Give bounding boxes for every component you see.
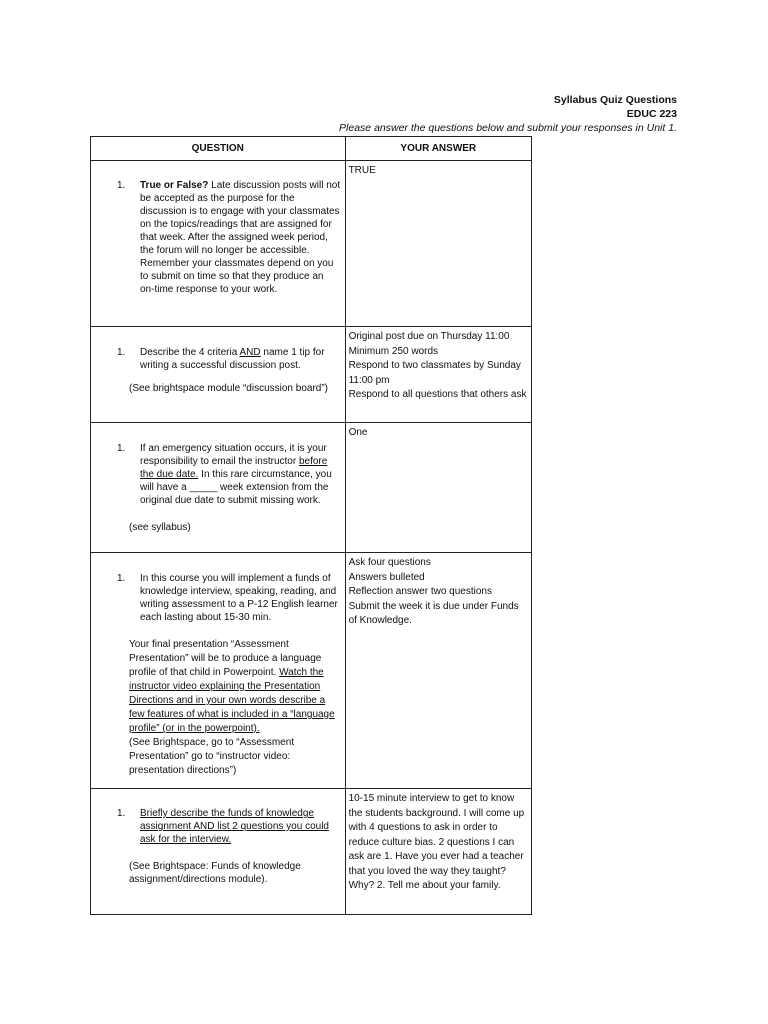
question-note: (see syllabus)	[129, 522, 191, 533]
question-body: In this rare circumstance, you will have a _____ week extension from the original due date to submit missing work.	[140, 469, 332, 506]
question-number: 1.	[117, 347, 126, 358]
question-underlined: Briefly describe the funds of knowledge assignment AND list 2 questions you could ask for the interview.	[140, 808, 329, 845]
table-row	[91, 553, 532, 789]
question-note	[129, 638, 337, 778]
question-text: In this course you will implement a funds of knowledge interview, speaking, reading, and writing assessment to a P-12 English learner each lasting about 15-30 min.	[140, 573, 338, 623]
question-note-underlined: Watch the instructor video explaining the Presentation Directions and in your own words describe a few features of what is included in a “language profile” (or in the powerpoint).	[129, 667, 335, 734]
question-cell	[91, 423, 346, 553]
table-header-row	[91, 137, 532, 161]
table-row	[91, 327, 532, 423]
question-text	[140, 807, 341, 846]
question-body: name 1 tip for writing a successful discussion post.	[140, 347, 325, 371]
answer-cell[interactable]	[345, 423, 531, 553]
quiz-table	[90, 136, 532, 915]
question-body: Late discussion posts will not be accepted as the purpose for the discussion is to engage with your classmates on the topics/readings that are assigned for that week. After the assigned week period, the forum will no longer be accessible. Remember your classmates depend on you to submit on time so that they produce an on-time response to your work.	[140, 180, 341, 295]
answer-line: 10-15 minute interview to get to know the students background. I will come up with 4 questions to ask in order to reduce culture bias. 2 questions I can ask are 1. Have you ever had a teacher that you loved the way they taught? Why? 2. Tell me about your family.	[348, 793, 525, 891]
answer-cell[interactable]	[345, 553, 531, 789]
question-bold-lead: True or False?	[140, 180, 209, 191]
question-cell	[91, 553, 346, 789]
answer-line: Submit the week it is due under Funds of Knowledge.	[348, 600, 519, 626]
question-number: 1.	[117, 808, 126, 819]
question-note-reference: (See Brightspace, go to “Assessment Presentation” go to “instructor video: presentation directions”)	[129, 737, 295, 776]
table-row	[91, 423, 532, 553]
answer-line: Minimum 250 words	[348, 345, 439, 357]
answer-line: Respond to two classmates by Sunday 11:00 pm	[348, 360, 521, 386]
question-underlined: before the due date.	[140, 456, 328, 480]
question-text	[140, 442, 341, 507]
answer-line: TRUE	[348, 165, 376, 176]
answer-line: Reflection answer two questions	[348, 586, 492, 597]
question-cell	[91, 327, 346, 423]
answer-cell[interactable]	[345, 161, 531, 327]
table-row	[91, 789, 532, 915]
question-number: 1.	[117, 573, 126, 584]
question-column-header: QUESTION	[91, 137, 346, 161]
question-note: (See brightspace module “discussion board”)	[129, 383, 328, 394]
question-body: Describe the 4 criteria	[140, 347, 240, 358]
question-body: If an emergency situation occurs, it is your responsibility to email the instructor	[140, 443, 327, 467]
answer-column-header: YOUR ANSWER	[345, 137, 531, 161]
answer-line: Original post due on Thursday 11:00	[348, 331, 510, 342]
table-row	[91, 161, 532, 327]
course-code: EDUC 223	[626, 108, 677, 120]
answer-cell[interactable]	[345, 327, 531, 423]
question-number: 1.	[117, 443, 126, 454]
question-number: 1.	[117, 180, 126, 191]
question-note: (See Brightspace: Funds of knowledge assignment/directions module).	[129, 861, 301, 885]
question-note-body: Your final presentation “Assessment Presentation” will be to produce a language profile of that child in Powerpoint.	[129, 639, 322, 678]
answer-line: Answers bulleted	[348, 571, 425, 583]
document-title: Syllabus Quiz Questions	[553, 94, 677, 106]
answer-cell[interactable]	[345, 789, 531, 915]
question-cell	[91, 161, 346, 327]
answer-line: Respond to all questions that others ask	[348, 389, 527, 400]
question-underlined: AND	[239, 347, 261, 358]
question-cell	[91, 789, 346, 915]
question-text	[140, 346, 341, 372]
answer-line: Ask four questions	[348, 557, 431, 568]
question-text	[140, 179, 341, 296]
answer-line: One	[348, 427, 368, 438]
instructions-text: Please answer the questions below and submit your responses in Unit 1.	[339, 122, 677, 134]
